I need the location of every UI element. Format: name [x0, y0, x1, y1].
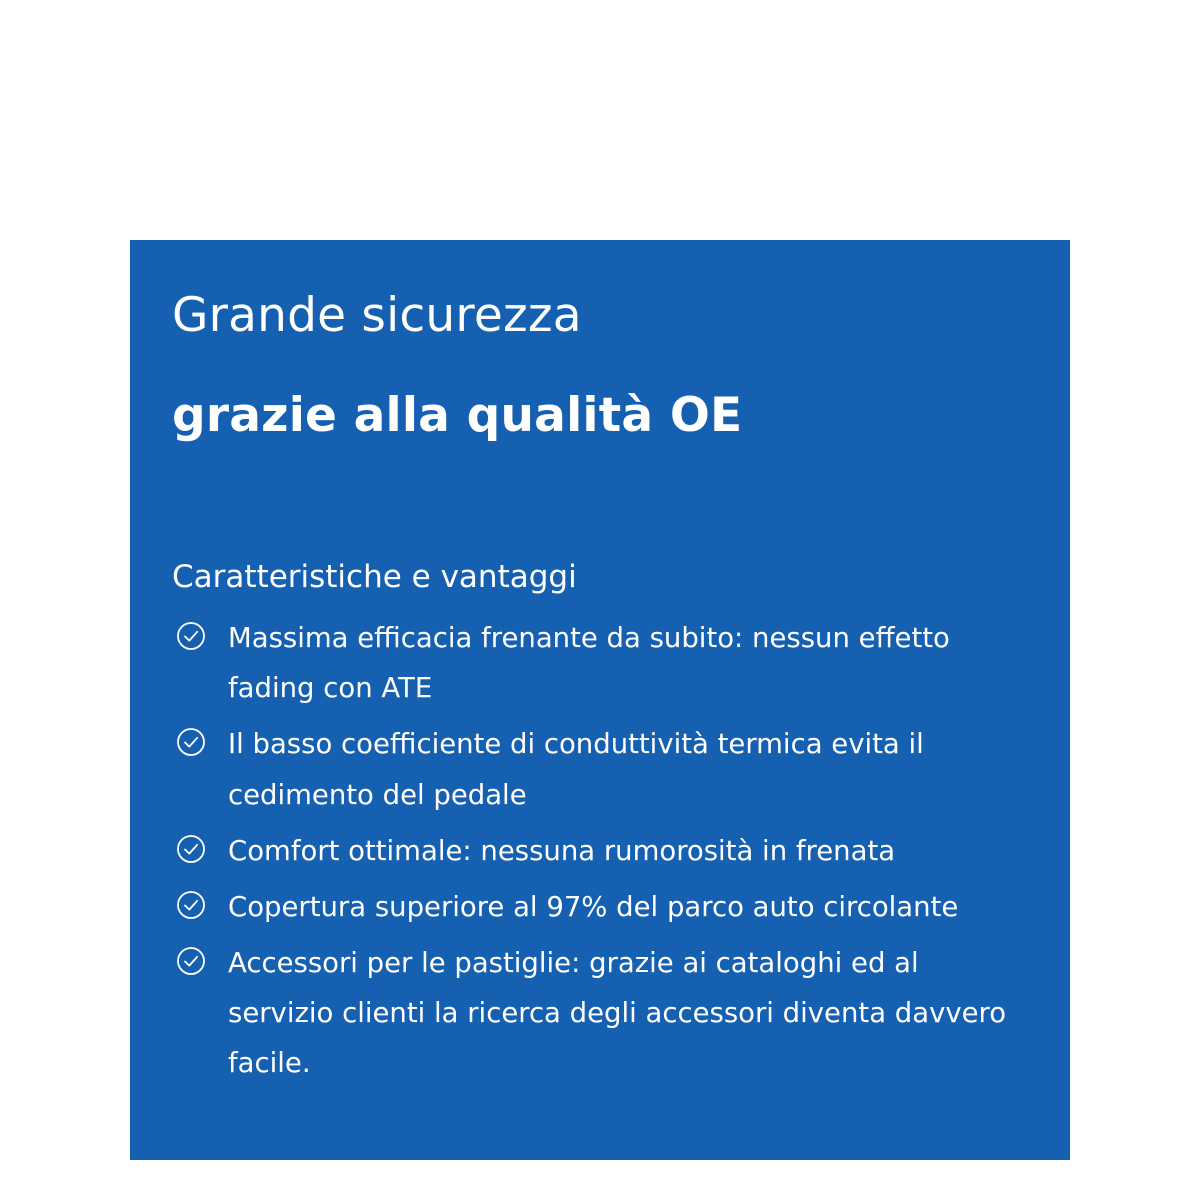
check-circle-icon	[176, 834, 206, 864]
list-item	[172, 719, 1010, 819]
list-item	[172, 826, 1010, 876]
feature-list	[172, 613, 1010, 1087]
list-item	[172, 882, 1010, 932]
headline-secondary: grazie alla qualità OE	[172, 387, 743, 443]
features-section-title: Caratteristiche e vantaggi	[172, 559, 577, 596]
check-circle-icon	[176, 946, 206, 976]
feature-text: Copertura superiore al 97% del parco auto circolante	[228, 890, 959, 923]
headline-primary: Grande sicurezza	[172, 288, 582, 343]
check-circle-icon	[176, 727, 206, 757]
feature-text: Massima efficacia frenante da subito: nessun effetto fading con ATE	[228, 622, 950, 705]
list-item	[172, 613, 1010, 713]
check-circle-icon	[176, 621, 206, 651]
check-circle-icon	[176, 890, 206, 920]
feature-text: Comfort ottimale: nessuna rumorosità in frenata	[228, 834, 896, 867]
feature-text: Accessori per le pastiglie: grazie ai cataloghi ed al servizio clienti la ricerca degli accessori diventa davvero facile.	[228, 946, 1007, 1079]
feature-text: Il basso coefficiente di conduttività termica evita il cedimento del pedale	[228, 728, 924, 811]
promo-card	[130, 240, 1070, 1160]
list-item	[172, 938, 1010, 1088]
